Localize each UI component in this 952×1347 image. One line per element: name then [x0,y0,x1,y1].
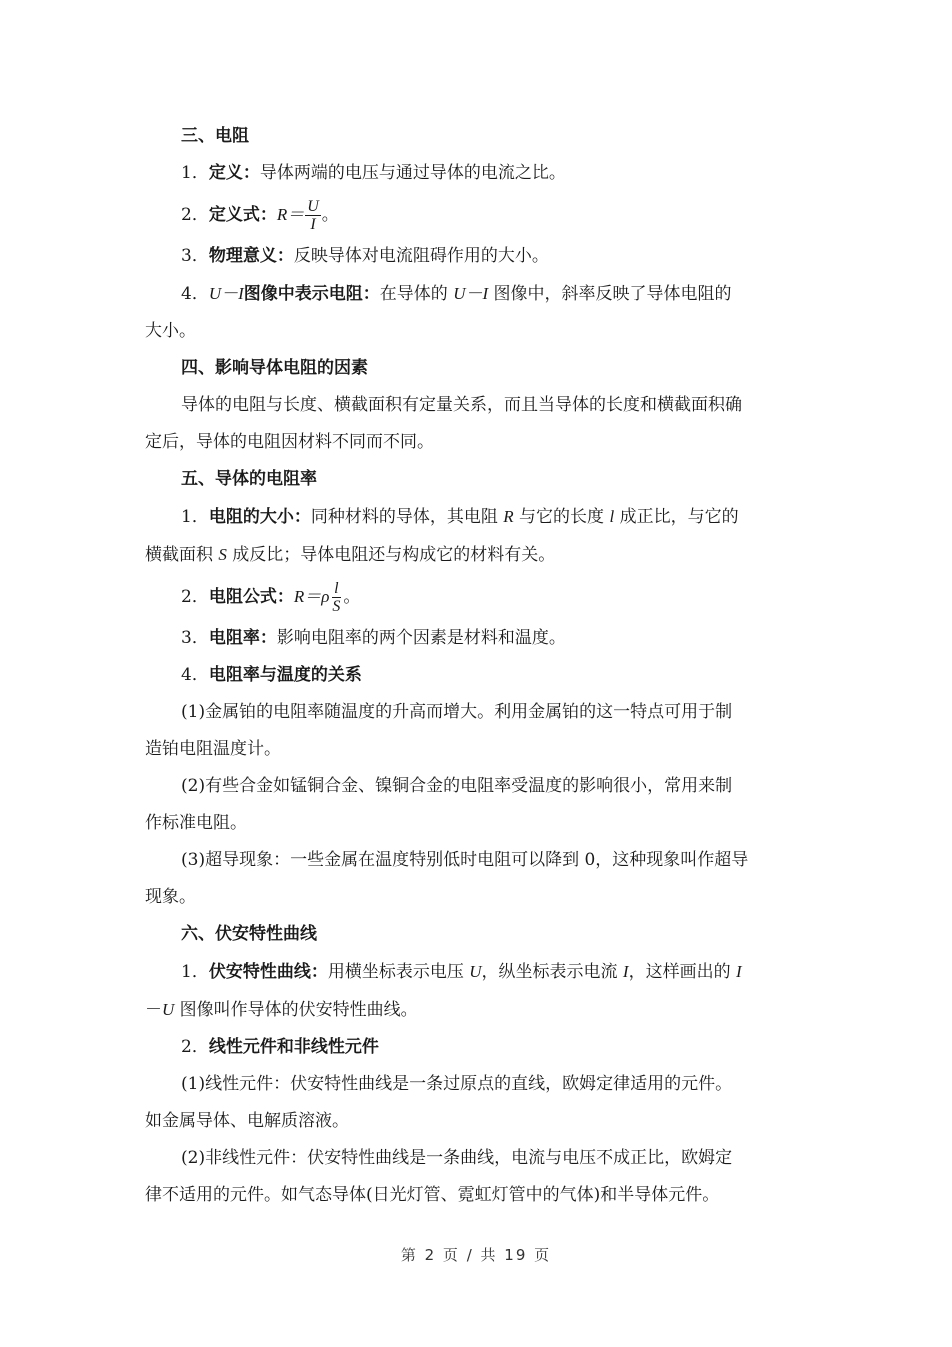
section-3-title: 三、电阻 [181,126,249,146]
section-6-title: 六、伏安特性曲线 [181,924,317,944]
s5-p3: (3)超导现象：一些金属在温度特别低时电阻可以降到 0，这种现象叫作超导 [181,850,749,870]
s4-paragraph: 导体的电阻与长度、横截面积有定量关系，而且当导体的长度和横截面积确 [181,395,742,415]
section-4-title: 四、影响导体电阻的因素 [181,358,368,378]
formula-lhs: R＝ [276,205,305,224]
s3-item-3: 3．物理意义：反映导体对电流阻碍作用的大小。 [181,246,549,266]
s3-item-2: 2．定义式：R＝ $\frac{U}{I}$ 。 [181,198,339,233]
section-5-title: 五、导体的电阻率 [181,469,317,489]
s5-p3-cont: 现象。 [145,887,196,907]
fraction: $\frac{l}{S}$ [332,580,341,615]
s5-item-4: 4．电阻率与温度的关系 [181,665,362,685]
fraction: $\frac{U}{I}$ [307,198,319,233]
s6-p2-cont: 律不适用的元件。如气态导体(日光灯管、霓虹灯管中的气体)和半导体元件。 [145,1185,720,1205]
s6-item-1: 1．伏安特性曲线：用横坐标表示电压 U，纵坐标表示电流 I，这样画出的 I [181,962,742,982]
s6-p1: (1)线性元件：伏安特性曲线是一条过原点的直线，欧姆定律适用的元件。 [181,1074,733,1094]
s5-item-3: 3．电阻率：影响电阻率的两个因素是材料和温度。 [181,628,566,648]
s3-item-4-cont: 大小。 [145,321,196,341]
document-page [145,118,810,1214]
s5-item-2: 2．电阻公式：R＝ρ $\frac{l}{S}$ 。 [181,580,361,615]
s3-item-1 [145,155,810,192]
item-text: 导体两端的电压与通过导体的电流之比。 [259,163,566,183]
page-footer: 第 2 页 / 共 19 页 [400,1246,552,1264]
item-label: 定义式： [208,205,277,225]
s6-p2: (2)非线性元件：伏安特性曲线是一条曲线，电流与电压不成正比，欧姆定 [181,1148,733,1168]
s5-p2-cont: 作标准电阻。 [145,813,247,833]
s5-p2: (2)有些合金如锰铜合金、镍铜合金的电阻率受温度的影响很小，常用来制 [181,776,733,796]
item-label: 定义： [208,163,260,183]
item-number: 2． [181,205,209,225]
s5-item-1: 1．电阻的大小：同种材料的导体，其电阻 R 与它的长度 l 成正比，与它的 [181,507,739,527]
s5-p1: (1)金属铂的电阻率随温度的升高而增大。利用金属铂的这一特点可用于制 [181,702,733,722]
item-number: 1． [181,163,209,183]
s5-item-1-cont: 横截面积 S 成反比；导体电阻还与构成它的材料有关。 [145,545,556,565]
s6-item-2: 2．线性元件和非线性元件 [181,1037,379,1057]
s6-item-1-cont: －U 图像叫作导体的伏安特性曲线。 [145,1000,418,1020]
s3-item-4: 4．U－I图像中表示电阻：在导体的 U－I 图像中，斜率反映了导体电阻的 [181,284,732,304]
s6-p1-cont: 如金属导体、电解质溶液。 [145,1111,349,1131]
s4-paragraph-cont: 定后，导体的电阻因材料不同而不同。 [145,432,434,452]
s5-p1-cont: 造铂电阻温度计。 [145,739,281,759]
